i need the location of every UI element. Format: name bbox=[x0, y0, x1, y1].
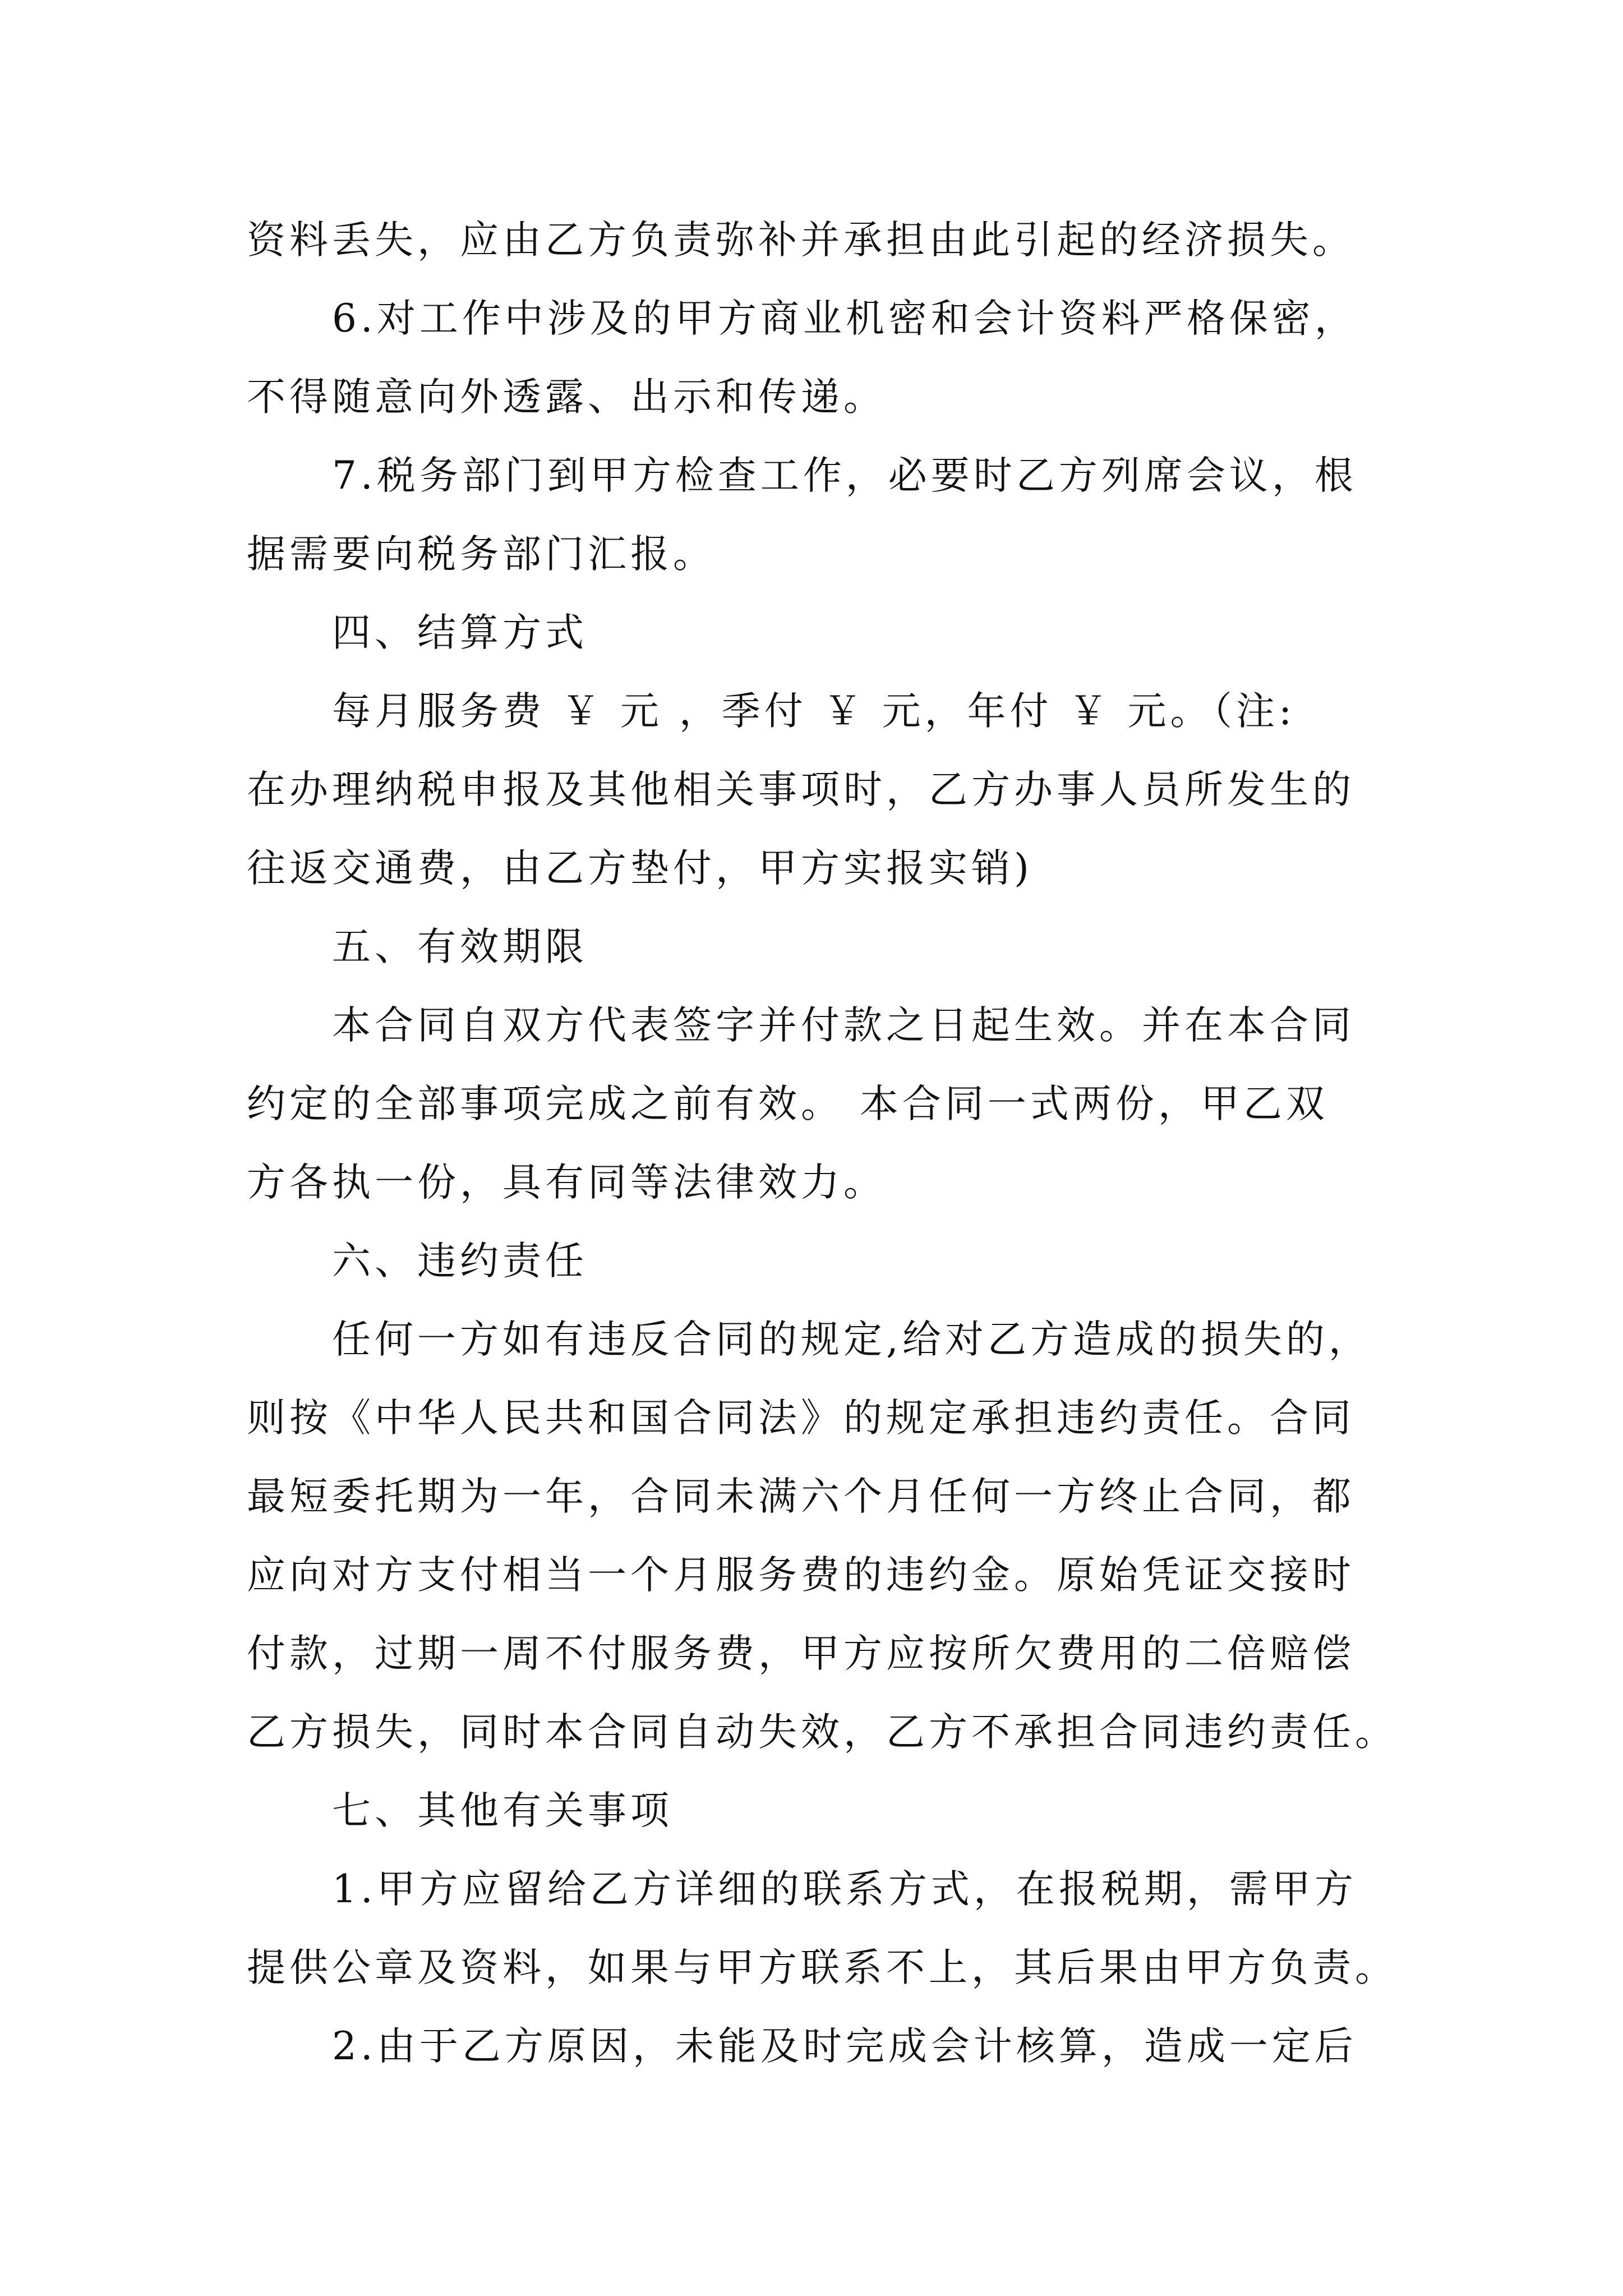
paragraph-line: 在办理纳税申报及其他相关事项时，乙方办事人员所发生的 bbox=[247, 767, 1355, 812]
section-heading: 六、违约责任 bbox=[332, 1239, 588, 1283]
paragraph-line: 据需要向税务部门汇报。 bbox=[247, 532, 716, 577]
paragraph-line: 往返交通费，由乙方垫付，甲方实报实销) bbox=[247, 846, 1033, 891]
paragraph-line: 1.甲方应留给乙方详细的联系方式，在报税期，需甲方 bbox=[332, 1867, 1357, 1912]
paragraph-line: 每月服务费 ￥ 元 ，季付 ￥ 元，年付 ￥ 元。（注: bbox=[332, 689, 1296, 734]
paragraph-line: 2.由于乙方原因，未能及时完成会计核算，造成一定后 bbox=[332, 2024, 1357, 2069]
paragraph-line: 7.税务部门到甲方检查工作，必要时乙方列席会议，根 bbox=[332, 453, 1357, 498]
paragraph-line: 任何一方如有违反合同的规定,给对乙方造成的损失的， bbox=[332, 1317, 1371, 1362]
paragraph-line: 约定的全部事项完成之前有效。 本合同一式两份，甲乙双 bbox=[247, 1082, 1329, 1126]
paragraph-line: 乙方损失，同时本合同自动失效，乙方不承担合同违约责任。 bbox=[247, 1710, 1398, 1755]
paragraph-line: 应向对方支付相当一个月服务费的违约金。原始凭证交接时 bbox=[247, 1553, 1355, 1598]
paragraph-line: 则按《中华人民共和国合同法》的规定承担违约责任。合同 bbox=[247, 1396, 1355, 1441]
section-heading: 七、其他有关事项 bbox=[332, 1788, 673, 1833]
paragraph-line: 提供公章及资料，如果与甲方联系不上，其后果由甲方负责。 bbox=[247, 1945, 1398, 1990]
paragraph-line: 方各执一份，具有同等法律效力。 bbox=[247, 1160, 886, 1205]
paragraph-line: 本合同自双方代表签字并付款之日起生效。并在本合同 bbox=[332, 1003, 1355, 1048]
paragraph-line: 最短委托期为一年，合同未满六个月任何一方终止合同，都 bbox=[247, 1474, 1355, 1519]
section-heading: 五、有效期限 bbox=[332, 924, 588, 969]
paragraph-line: 付款，过期一周不付服务费，甲方应按所欠费用的二倍赔偿 bbox=[247, 1631, 1355, 1676]
paragraph-line: 不得随意向外透露、出示和传递。 bbox=[247, 375, 886, 420]
paragraph-line: 资料丢失，应由乙方负责弥补并承担由此引起的经济损失。 bbox=[247, 218, 1355, 263]
document-body bbox=[247, 201, 1398, 2086]
paragraph-line: 6.对工作中涉及的甲方商业机密和会计资料严格保密， bbox=[332, 296, 1357, 341]
section-heading: 四、结算方式 bbox=[332, 610, 588, 655]
